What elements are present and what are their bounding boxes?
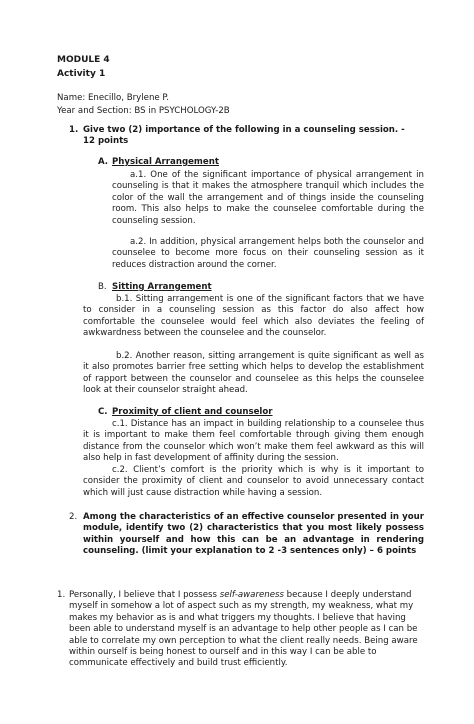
section-a-label: A. <box>98 157 109 167</box>
answer-number: 1. <box>57 590 66 600</box>
paragraph-b1: b.1. Sitting arrangement is one of the significant factors that we have to consider in a counseling session as this factor do also affect how comfortable the counselee would feel which also deviates the feeling of awkwardness between the counselee and the counselor. <box>83 294 424 339</box>
paragraph-c1: c.1. Distance has an impact in building relationship to a counselee thus it is important to make them feel comfortable through giving them enough distance from the counselor which won’t make them feel awkward as this will also help in fast development of affinity during the session. <box>83 419 424 464</box>
q2-number: 2. <box>69 512 78 522</box>
q1-number: 1. <box>69 125 79 135</box>
q2-text: Among the characteristics of an effective counselor presented in your module, identify two (2) characteristics that you most likely possess within yourself and how this can be an advantage in rendering counseling. (limit your explanation to 2 -3 sentences only) – 6 points <box>83 512 424 557</box>
paragraph-c2: c.2. Client’s comfort is the priority which is why is it important to consider the proximity of client and counselor to avoid unnecessary contact which will just cause distraction while having a session. <box>83 465 424 498</box>
answer-text-emphasis: self-awareness <box>219 590 284 600</box>
paragraph-a1: a.1. One of the significant importance of physical arrangement in counseling is that it makes the atmosphere tranquil which includes the color of the wall the arrangement and of things inside the counseling room. This also helps to make the counselee comfortable during the counseling session. <box>112 170 424 226</box>
student-name: Name: Enecillo, Brylene P. <box>57 93 169 103</box>
section-c-label: C. <box>98 407 108 417</box>
answer-text-start: Personally, I believe that I possess <box>69 590 220 600</box>
activity-heading: Activity 1 <box>57 69 106 79</box>
section-b-label: B. <box>98 282 107 292</box>
paragraph-b2: b.2. Another reason, sitting arrangement is quite significant as well as it also promotes barrier free setting which helps to develop the establishment of rapport between the counselor and counselee as this helps the counselee look at their counselor straight ahead. <box>83 351 424 396</box>
q1-text: Give two (2) importance of the following in a counseling session. - 12 points <box>83 125 405 147</box>
paragraph-a2: a.2. In addition, physical arrangement helps both the counselor and counselee to become more focus on their counseling session as it reduces distraction around the corner. <box>112 237 424 270</box>
section-a-title: Physical Arrangement <box>112 157 219 167</box>
answer-text-rest: because I deeply understand myself in somehow a lot of aspect such as my strength, my weakness, what my makes my behavior as is and what triggers my thoughts. I believe that having been able to understand myself is an advantage to help other people as I can be able to correlate my own perception to what the client really needs. Being aware within ourself is being honest to ourself and in this way I can be able to communicate effectively and build trust efficiently. <box>69 590 418 669</box>
section-c-title: Proximity of client and counselor <box>112 407 273 417</box>
section-b-title: Sitting Arrangement <box>112 282 212 292</box>
answer-paragraph <box>69 590 425 670</box>
module-heading: MODULE 4 <box>57 55 110 65</box>
year-section: Year and Section: BS in PSYCHOLOGY-2B <box>57 106 230 116</box>
